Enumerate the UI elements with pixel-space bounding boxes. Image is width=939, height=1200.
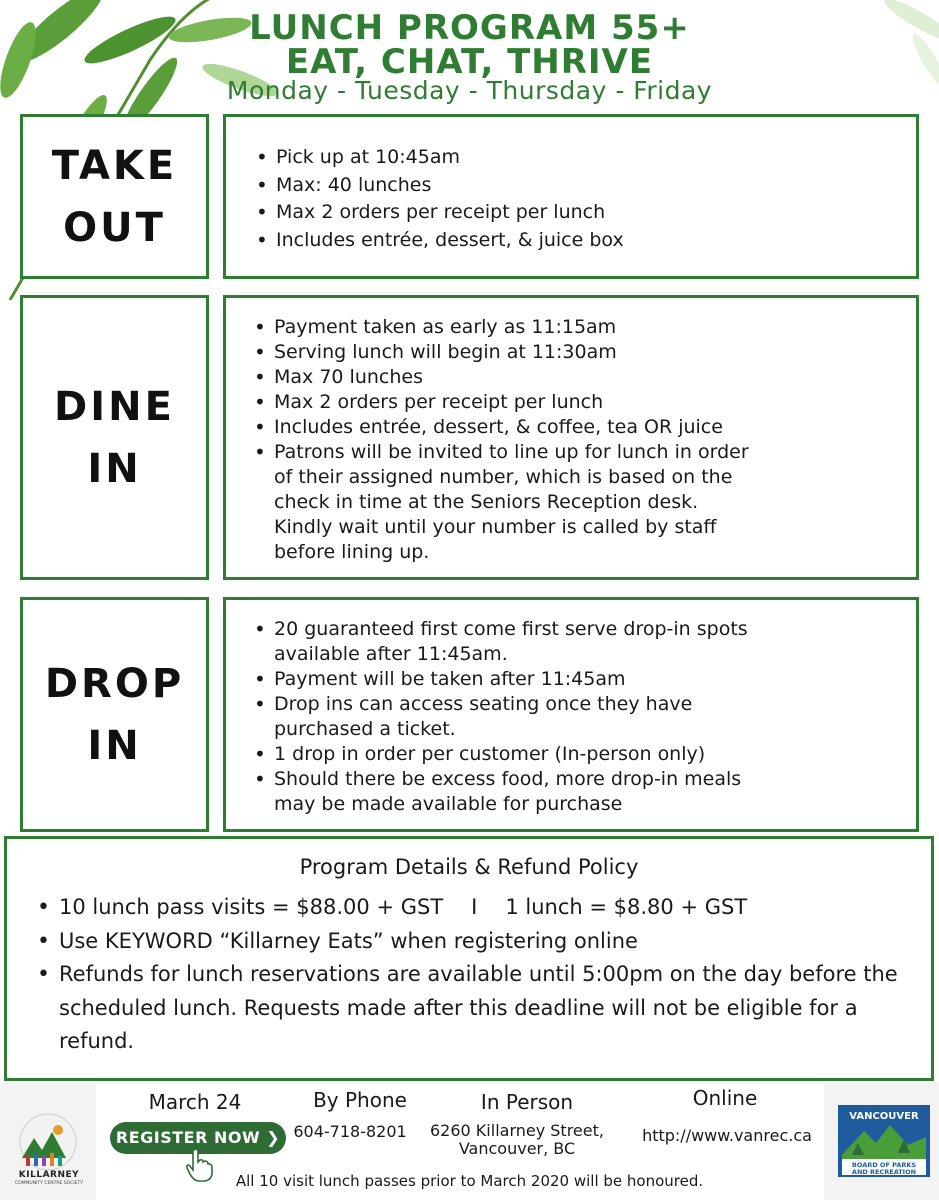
website-link[interactable]: http://www.vanrec.ca [642,1126,812,1145]
program-days: Monday - Tuesday - Thursday - Friday [226,76,713,105]
killarney-logo-name: KILLARNEY [18,1170,80,1180]
title-line-2: EAT, CHAT, THRIVE [285,42,654,82]
details-list [31,891,911,1059]
keyword-item: • Use KEYWORD “Killarney Eats” when registering online [31,925,911,959]
hand-pointer-icon [185,1148,213,1182]
list-item: • Pick up at 10:45am [250,144,890,172]
details-title: Program Details & Refund Policy [299,855,639,879]
list-item: • Payment will be taken after 11:45am [248,667,768,692]
list-item: • Serving lunch will begin at 11:30am [248,340,758,365]
dinein-details-box [223,295,919,580]
program-details-box [4,836,934,1081]
vancouver-logo-sub-1: BOARD OF PARKS [851,1161,917,1169]
vancouver-parks-logo [838,1105,930,1177]
dropin-label-line-2: IN [87,722,142,769]
dinein-list [248,315,758,565]
list-item: • Max 2 orders per receipt per lunch [248,390,758,415]
vancouver-logo-text: VANCOUVER [849,1111,919,1122]
dinein-label-box [20,295,209,580]
refund-item: • Refunds for lunch reservations are available until 5:00pm on the day before the scheduled lunch. Requests made after this deadline will not be eligible for a refund. [31,958,911,1059]
dropin-label-box [20,597,209,832]
takeout-label-line-1: TAKE [51,142,178,189]
dinein-label-line-1: DINE [54,383,175,430]
register-date: March 24 [148,1090,242,1114]
address-line-2: Vancouver, BC [458,1139,576,1158]
takeout-details-box [223,114,919,279]
honour-note: All 10 visit lunch passes prior to March 2020 will be honoured. [235,1172,704,1190]
vancouver-logo-sub-2: AND RECREATION [851,1168,917,1176]
dropin-label-line-1: DROP [44,660,185,707]
list-item: • Max: 40 lunches [250,172,890,200]
dropin-details-box [223,597,919,832]
pass-price: 10 lunch pass visits = $88.00 + GST [59,895,444,919]
list-item: • Patrons will be invited to line up for lunch in order of their assigned number, which is based on the check in time at the Seniors Reception desk. Kindly wait until your number is called by staff before lining up. [248,440,758,565]
in-person-heading: In Person [480,1090,574,1114]
list-item: • Should there be excess food, more drop-in meals may be made available for purchase [248,767,768,817]
list-item: • Drop ins can access seating once they have purchased a ticket. [248,692,768,742]
single-price: 1 lunch = $8.80 + GST [505,895,748,919]
pricing-item [31,891,911,925]
list-item: • Max 2 orders per receipt per lunch [250,199,890,227]
takeout-label-line-2: OUT [63,204,166,251]
list-item: • 1 drop in order per customer (In-person only) [248,742,768,767]
list-item: • 20 guaranteed first come first serve drop-in spots available after 11:45am. [248,617,768,667]
list-item: • Includes entrée, dessert, & coffee, tea OR juice [248,415,758,440]
dropin-list [248,617,768,817]
list-item: • Max 70 lunches [248,365,758,390]
list-item: • Payment taken as early as 11:15am [248,315,758,340]
price-separator: I [471,895,478,919]
address-line-1: 6260 Killarney Street, [430,1121,604,1140]
takeout-label-box [20,114,209,279]
register-now-button[interactable]: REGISTER NOW ❯ [110,1122,286,1154]
phone-number[interactable]: 604-718-8201 [293,1122,407,1141]
dinein-label-line-2: IN [87,445,142,492]
online-heading: Online [692,1086,758,1110]
list-item: • Includes entrée, dessert, & juice box [250,227,890,255]
phone-heading: By Phone [313,1088,407,1112]
takeout-list [250,144,890,254]
title-line-1: LUNCH PROGRAM 55+ [249,8,690,48]
killarney-logo-sub: COMMUNITY CENTRE SOCIETY [14,1181,84,1186]
